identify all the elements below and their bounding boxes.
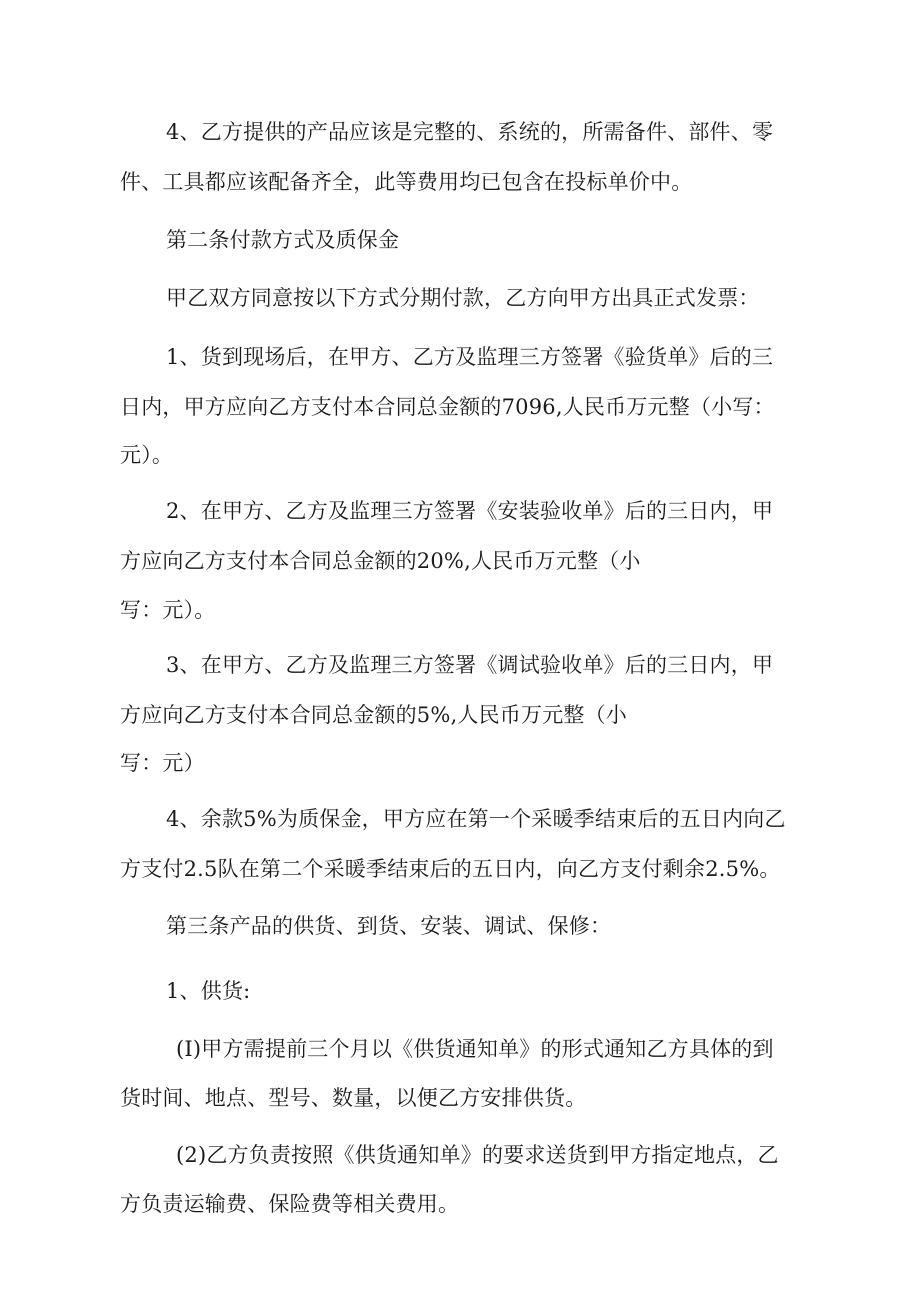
text-line: 甲乙双方同意按以下方式分期付款，乙方向甲方出具正式发票： xyxy=(166,286,760,310)
text-line: 1、供货: xyxy=(166,979,251,1003)
text-line: 元）。 xyxy=(120,443,174,467)
section-heading: 第二条付款方式及质保金 xyxy=(166,228,400,252)
text-line: 写：元）。 xyxy=(120,598,216,622)
text-line: 日内，甲方应向乙方支付本合同总金额的7096,人民币万元整（小写： xyxy=(120,395,775,419)
text-line: 方支付2.5队在第二个采暖季结束后的五日内，向乙方支付剩余2.5%。 xyxy=(120,857,781,881)
text-line: 方应向乙方支付本合同总金额的20%,人民币万元整（小 xyxy=(120,549,641,573)
text-line: 3、在甲方、乙方及监理三方签署《调试验收单》后的三日内，甲 xyxy=(166,653,774,677)
text-line: 2、在甲方、乙方及监理三方签署《安装验收单》后的三日内，甲 xyxy=(166,499,774,523)
text-line: 方负责运输费、保险费等相关费用。 xyxy=(120,1192,460,1216)
text-line: 1、货到现场后，在甲方、乙方及监理三方签署《验货单》后的三 xyxy=(166,345,774,369)
text-line: 写：元） xyxy=(120,751,205,775)
text-line: 件、工具都应该配备齐全，此等费用均已包含在投标单价中。 xyxy=(120,170,693,194)
text-line: (I)甲方需提前三个月以《供货通知单》的形式通知乙方具体的到 xyxy=(176,1037,774,1061)
text-line: 4、乙方提供的产品应该是完整的、系统的，所需备件、部件、零 xyxy=(166,120,774,144)
text-line: 方应向乙方支付本合同总金额的5%,人民币万元整（小 xyxy=(120,703,627,727)
section-heading: 第三条产品的供货、到货、安装、调试、保修： xyxy=(166,914,612,938)
text-line: 4、余款5%为质保金，甲方应在第一个采暖季结束后的五日内向乙 xyxy=(166,807,786,831)
text-line: (2)乙方负责按照《供货通知单》的要求送货到甲方指定地点，乙 xyxy=(176,1143,779,1167)
text-line: 货时间、地点、型号、数量，以便乙方安排供货。 xyxy=(120,1086,587,1110)
